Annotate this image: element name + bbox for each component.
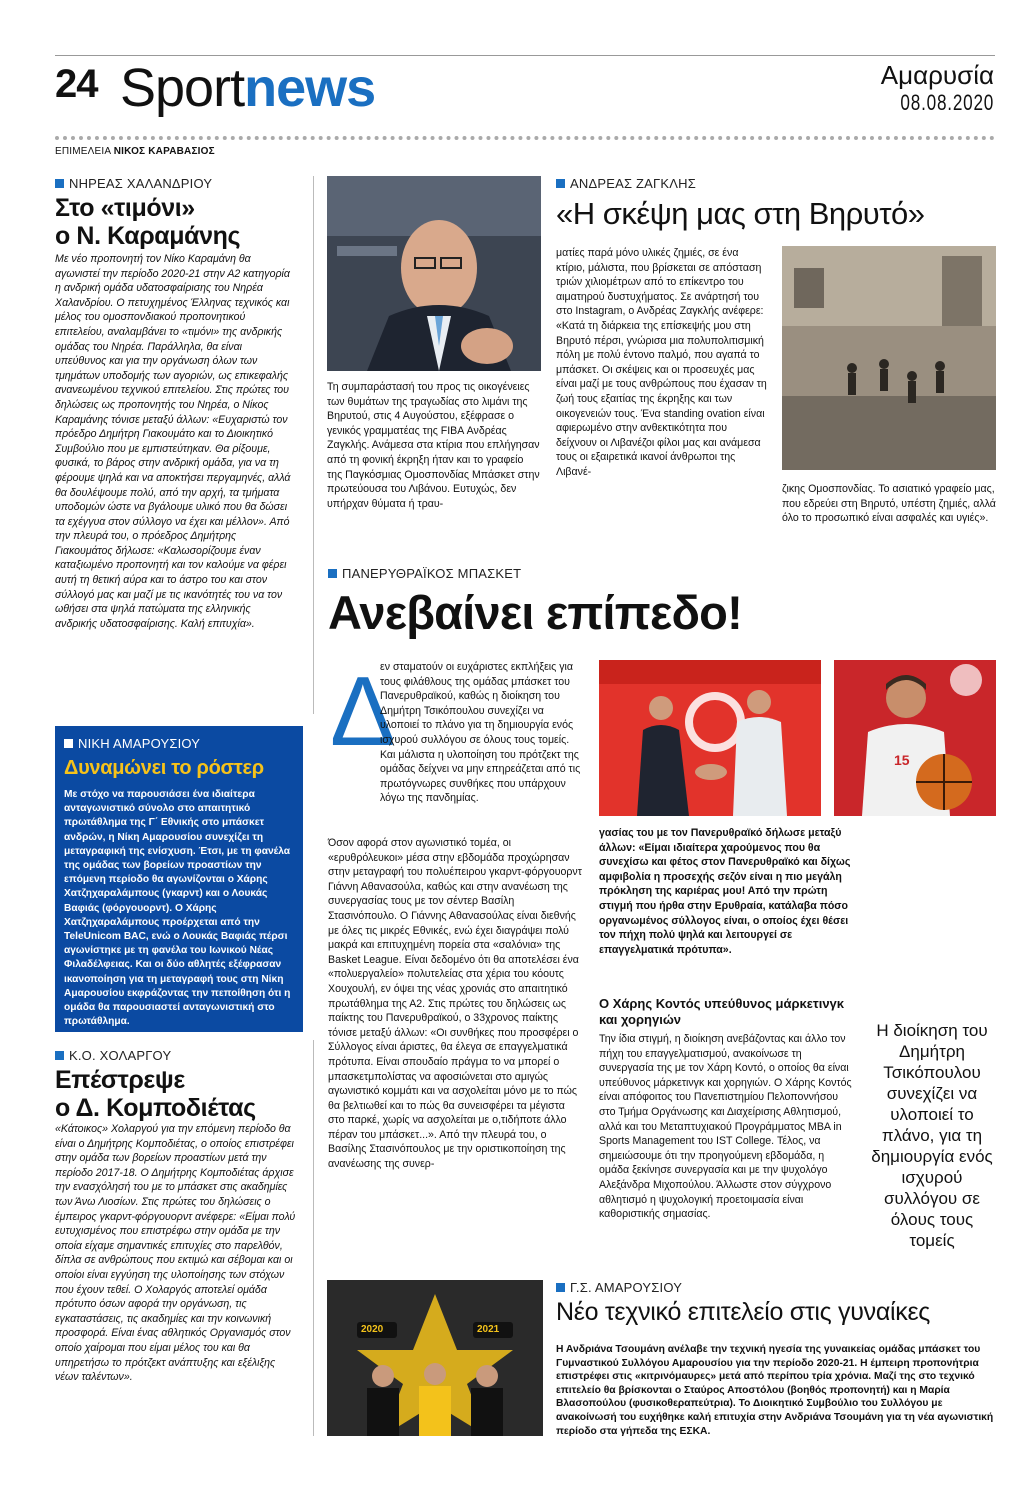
tag-square-icon <box>55 179 64 188</box>
photo-coaches <box>327 1280 543 1436</box>
body-panerythraikos-lead: εν σταματούν οι ευχάριστες εκπλήξεις για τους φιλάθλους της ομάδας μπάσκετ του Πανερυθραϊκού, καθώς η διοίκηση του Δημήτρη Τσικόπουλου συνεχίζει να υλοποιεί το πλάνο για τη δημιουργία ενός ισχυρού συλλόγου σε όλους τους τομείς. Και μάλιστα η υλοποίηση του πρότζεκτ της ομάδας δείχνει να μην επηρεάζεται από τις πρωτόγνωρες συνθήκες που υπάρχουν λόγω της πανδημίας. <box>380 661 581 805</box>
tag-square-icon <box>556 1283 565 1292</box>
headline-nireas: Στο «τιμόνι» ο Ν. Καραμάνης <box>55 194 241 250</box>
body-niki: Με στόχο να παρουσιάσει ένα ιδιαίτερα ανταγωνιστικό σύνολο στο απαιτητικό πρωτάθλημα της Γ΄ Εθνικής στο μπάσκετ ανδρών, η Νίκη Αμαρουσίου συνεχίζει τη μεταγραφική της ενίσχυση. Έτσι, με τη φανέλα της ομάδας των βορείων προαστίων την επόμενη περίοδο θα αγωνίζονται ο Χάρης Χατζηχαραλάμπους (γκαρντ) και ο Λουκάς Βαφιάς (φόργουορντ). Ο Χάρης Χατζηχαραλάμπους προέρχεται από την TeleUnicom BAC, ενώ ο Λουκάς Βαφιάς πέρσι αγωνίστηκε με τη φανέλα του Ιωνικού Νέας Φιλαδέλφειας. Και οι δύο αθλητές εξέφρασαν ικανοποίηση για τη μεταγραφή τους στη Νίκη Αμαρουσίου εκφράζοντας την πεποίθηση ότι η ομάδα θα παρουσιαστεί ανταγωνιστική στο πρωτάθλημα. <box>64 789 291 1028</box>
photo-handshake <box>599 660 821 816</box>
photo-year-right: 2021 <box>477 1324 500 1335</box>
issue-date: 08.08.2020 <box>900 90 994 115</box>
headline-niki: Δυναμώνει το ρόστερ <box>64 757 264 779</box>
photo-zagklis <box>327 176 541 371</box>
brand-logo: Αμαρυσία <box>880 60 994 90</box>
tag-nireas: ΝΗΡΕΑΣ ΧΑΛΑΝΔΡΙΟΥ <box>55 176 212 191</box>
header-dotted-rule <box>55 136 995 142</box>
body-cholargos: «Κάτοικος» Χολαργού για την επόμενη περίοδο θα είναι ο Δημήτρης Κομποδιέτας, ο οποίος επιστρέφει στην ομάδα των βορείων προαστίων μετά την περίοδο 2017-18. Ο Δημήτρης Κομποδιέτας άρχισε την ενασχόλησή του με το μπάσκετ στις ακαδημίες των Άνω Λιοσίων. Στις πρώτες του δηλώσεις ο έμπειρος γκαρντ-φόργουορντ ανέφερε: «Είμαι πολύ ευτυχισμένος που επιστρέφω στην ομάδα με την οποία είχαμε σημαντικές επιτυχίες στο παρελθόν, δίπλα σε ανθρώπους που εκτιμώ και σέβομαι και οι οποίοι είναι εγγύηση της υλοποίησης των στόχων που έχουν τεθεί. Ο Χολαργός αποτελεί ομάδα πρότυπο όσων αφορά την οργάνωση, τις εγκαταστάσεις, τις ακαδημίες και την κοινωνική προσφορά. Είναι ένας αθλητικός Οργανισμός στον οποίο χαίρομαι που είμαι μέλος του και θα υπηρετήσω το πρότζεκτ ανάπτυξης και εξέλιξης νέων ταλέντων». <box>55 1123 296 1384</box>
body-nireas: Με νέο προπονητή τον Νίκο Καραμάνη θα αγωνιστεί την περίοδο 2020-21 στην Α2 κατηγορία η ανδρική ομάδα υδατοσφαίρισης του Νηρέα Χαλανδρίου. Ο πετυχημένος Έλληνας τεχνικός και μέλος του ομοσπονδιακού προπονητικού επιτελείου, αναλαμβάνει το «τιμόνι» της ανδρικής ομάδας του Νηρέα. Παράλληλα, θα είναι υπεύθυνος και για την οργάνωση όλων των τμημάτων υποδομής των αγοριών, ως επικεφαλής ανανεωμένου τεχνικού επιτελείου. Στις πρώτες του δηλώσεις ως προπονητής του Νηρέα, ο Νίκος Καραμάνης τόνισε μεταξύ άλλων: «Ευχαριστώ τον πρόεδρο Δημήτρη Γιακουμάτο και το Διοικητικό Συμβούλιο που με εμπιστεύτηκαν. Θα ρίξουμε, φυσικά, το βάρος στην ανδρική ομάδα, για να τη φέρουμε ψηλά και να αποκτήσει περγαμηνές, αλλά θα δουλέψουμε πολύ, από την αρχή, τα τμήματα υποδομών ώστε να βγάλουμε υλικό που θα δώσει τα εχέγγυα στον σύλλογο να έχει και μέλλον». Από την πλευρά του, ο πρόεδρος Δημήτρης Γιακουμάτος δήλωσε: «Καλωσορίζουμε έναν καταξιωμένο προπονητή και τον καλούμε να φέρει αυτή τη θετική αύρα και το άστρο του και στον σύλλογό μας και μαζί με τις ικανότητές του να τον ωθήσει στα ψηλά πατώματα της ελληνικής ανδρικής υδατοσφαίρισης. Καλή επιτυχία». <box>55 253 291 630</box>
box-niki <box>55 726 303 1032</box>
tag-panerythraikos: ΠΑΝΕΡΥΘΡΑΪΚΟΣ ΜΠΑΣΚΕΤ <box>328 566 521 581</box>
masthead-sport: Sport <box>120 58 245 118</box>
editor-credit: ΕΠΙΜΕΛΕΙΑ ΝΙΚΟΣ ΚΑΡΑΒΑΣΙΟΣ <box>55 146 215 157</box>
tag-gs: Γ.Σ. ΑΜΑΡΟΥΣΙΟΥ <box>556 1280 682 1295</box>
subhead-kontos: Ο Χάρης Κοντός υπεύθυνος μάρκετινγκ και χορηγιών <box>599 996 845 1027</box>
tag-niki: ΝΙΚΗ ΑΜΑΡΟΥΣΙΟΥ <box>64 736 294 751</box>
body-zagklis-col1: Τη συμπαράστασή του προς τις οικογένειες των θυμάτων της τραγωδίας στο λιμάνι της Βηρυτού, στις 4 Αυγούστου, εξέφρασε ο γενικός γραμματέας της FIBA Ανδρέας Ζαγκλής. Ανάμεσα στα κτίρια που επλήγησαν από τη φονική έκρηξη ήταν και το γραφείο της Παγκόσμιας Ομοσπονδίας Μπάσκετ στην πρωτεύουσα του Λιβάνου. Ευτυχώς, δεν υπήρχαν θύματα ή τραυ- <box>327 381 540 510</box>
body-zagklis-col3: ζικης Ομοσπονδίας. Το ασιατικό γραφείο μας, που εδρεύει στη Βηρυτό, υπέστη ζημιές, αλλά όλο το προσωπικό είναι ασφαλές και υγιές». <box>782 483 996 525</box>
body-zagklis-col2: ματίες παρά μόνο υλικές ζημιές, σε ένα κτίριο, μάλιστα, που βρίσκεται σε απόσταση τριών χιλιομέτρων από το επίκεντρο του αιματηρού δυστυχήματος. Σε ανάρτησή του στο Instagram, ο Ανδρέας Ζαγκλής ανέφερε: «Κατά τη διάρκεια της επίσκεψής μου στη Βηρυτό πέρσι, γνώρισα μια πολυπολιτισμική πόλη με πολύ έντονο παλμό, που αγαπά το μπάσκετ. Οι σκέψεις και οι προσευχές μας είναι μαζί με τους ανθρώπους που έχασαν τη ζωή τους εξαιτίας της έκρηξης και των οικογενειών τους. Ένα standing ovation είναι αφιερωμένο στην ανθεκτικότητα που δείχνουν οι Λιβανέζοι φίλοι μας και ανάμεσα τους οι εξαιρετικά ικανοί άνθρωποι της Λιβανέ- <box>556 247 767 478</box>
tag-square-icon <box>556 179 565 188</box>
headline-cholargos: Επέστρεψε ο Δ. Κομποδιέτας <box>55 1066 256 1122</box>
body-panerythraikos-col1: Όσον αφορά στον αγωνιστικό τομέα, οι «ερυθρόλευκοι» μέσα στην εβδομάδα προχώρησαν στην μεταγραφή του πολυέπειρου γκαρντ-φόργουορντ Γιάννη Αθανασούλα, καθώς και στην ανανέωση της συνεργασίας τους με τον σέντερ Βασίλη Στασινόπουλο. Ο Γιάννης Αθανασούλας είναι διεθνής με όλες τις μικρές Εθνικές, ενώ έχει διαγράψει πολύ μακρά και επιτυχημένη πορεία στα «σαλόνια» της Basket League. Είναι δεδομένο ότι θα αποτελέσει ένα «πολυεργαλείο» πολυτελείας στα χέρια του κόουτς Χουχουλή, εν όψει της νέας χρονιάς στο απαιτητικό πρωτάθλημα της Α2. Στις πρώτες του δηλώσεις ως παίκτης του Πανερυθραϊκού, ο 33χρονος παίκτης τόνισε μεταξύ άλλων: «Οι συνθήκες που προσφέρει ο Σύλλογος είναι άριστες, θα έλεγα σε επαγγελματικά πρότυπα. Είναι σπουδαίο πράγμα το να μπορεί ο μπασκετμπολίστας να αφοσιώνεται στο αμιγώς αγωνιστικό κομμάτι και να ασχολείται μόνο με το πώς θα βελτιωθεί και το πώς θα συνεισφέρει τα μέγιστα στο παρκέ, χωρίς να ασχολείται με ο,τιδήποτε άλλο πέραν του μπάσκετ...». Από την πλευρά του, ο Βασίλης Στασινόπουλος με την οριστικοποίηση της ανανέωσης της συνερ- <box>328 837 582 1171</box>
tag-square-icon <box>64 739 73 748</box>
dropcap-letter: Δ <box>330 656 396 766</box>
tag-zagklis: ΑΝΔΡΕΑΣ ΖΑΓΚΛΗΣ <box>556 176 696 191</box>
headline-gs: Νέο τεχνικό επιτελείο στις γυναίκες <box>556 1298 931 1326</box>
tag-cholargos: Κ.Ο. ΧΟΛΑΡΓΟΥ <box>55 1048 171 1063</box>
photo-year-left: 2020 <box>361 1324 384 1335</box>
page-number: 24 <box>55 62 98 106</box>
tag-square-icon <box>55 1051 64 1060</box>
headline-zagklis: «Η σκέψη μας στη Βηρυτό» <box>556 196 925 231</box>
body-panerythraikos-col2: γασίας του με τον Πανερυθραϊκό δήλωσε μεταξύ άλλων: «Είμαι ιδιαίτερα χαρούμενος που θα συνεχίσω και φέτος στον Πανερυθραϊκό και δίχως αμφιβολία η προσεχής σεζόν είναι η πιο μεγάλη πρόκληση της καριέρας μου! Από την πρώτη στιγμή που ήρθα στην Ερυθραία, κατάλαβα πόσο οργανωμένος σύλλογος είναι, ο οποίος έχει θέσει τον πήχη πολύ ψηλά και λειτουργεί σε επαγγελματικά πρότυπα». <box>599 827 851 956</box>
top-rule <box>55 55 995 56</box>
tag-square-icon <box>328 569 337 578</box>
jersey-number: 15 <box>894 752 910 768</box>
headline-panerythraikos: Ανεβαίνει επίπεδο! <box>328 586 742 639</box>
column-divider <box>313 176 314 714</box>
column-divider <box>313 1040 314 1436</box>
masthead-news: news <box>244 58 376 118</box>
photo-beirut-children <box>782 246 996 470</box>
body-panerythraikos-col2-bottom: Την ίδια στιγμή, η διοίκηση ανεβάζοντας και άλλο τον πήχη του επαγγελματισμού, ανακοίνωσε τη συνεργασία της με τον Χάρη Κοντό, ο οποίος θα είναι υπεύθυνος μάρκετινγκ και χορηγιών. Ο Χάρης Κοντός είναι απόφοιτος του Πανεπιστημίου Πελοποννήσου στο Τμήμα Οργάνωσης και Διαχείρισης Αθλητισμού, αλλά και του Μεταπτυχιακού Προγράμματος MBA in Sports Management του IST College. Τέλος, να σημειώσουμε ότι την προηγούμενη εβδομάδα, η ομάδα ξεκίνησε συνεργασία και με την ψυχολόγο Αλεξάνδρα Μιχοπούλου. Άλλωστε στον σύγχρονο αθλητισμό η ψυχολογική προετοιμασία είναι καθοριστικής σημασίας. <box>599 1033 852 1221</box>
section-masthead <box>120 60 375 116</box>
photo-player <box>834 660 996 816</box>
body-gs: Η Ανδριάνα Τσουμάνη ανέλαβε την τεχνική ηγεσία της γυναικείας ομάδας μπάσκετ του Γυμναστικού Συλλόγου Αμαρουσίου για την περίοδο 2020-21. Η έμπειρη προπονήτρια επιστρέφει στις «κιτρινόμαυρες» μετά από περίπου τρία χρόνια. Μαζί της στο τεχνικό επιτελείο θα βρίσκονται ο Σταύρος Αποστόλου (βοηθός προπονητή) και η Μαρία Βλασοπούλου (φυσικοθεραπεύτρια). Το Διοικητικό Συμβούλιο του Συλλόγου με ανακοίνωσή του ευχήθηκε καλή επιτυχία στην Ανδριάνα Τσουμάνη για τη νέα αγωνιστική περίοδο στα γήπεδα της ΕΣΚΑ. <box>556 1344 994 1437</box>
pull-quote: Η διοίκηση του Δημήτρη Τσικόπουλου συνεχίζει να υλοποιεί το πλάνο, για τη δημιουργία ενός ισχυρού συλλόγου σε όλους τους τομείς <box>871 1021 993 1250</box>
